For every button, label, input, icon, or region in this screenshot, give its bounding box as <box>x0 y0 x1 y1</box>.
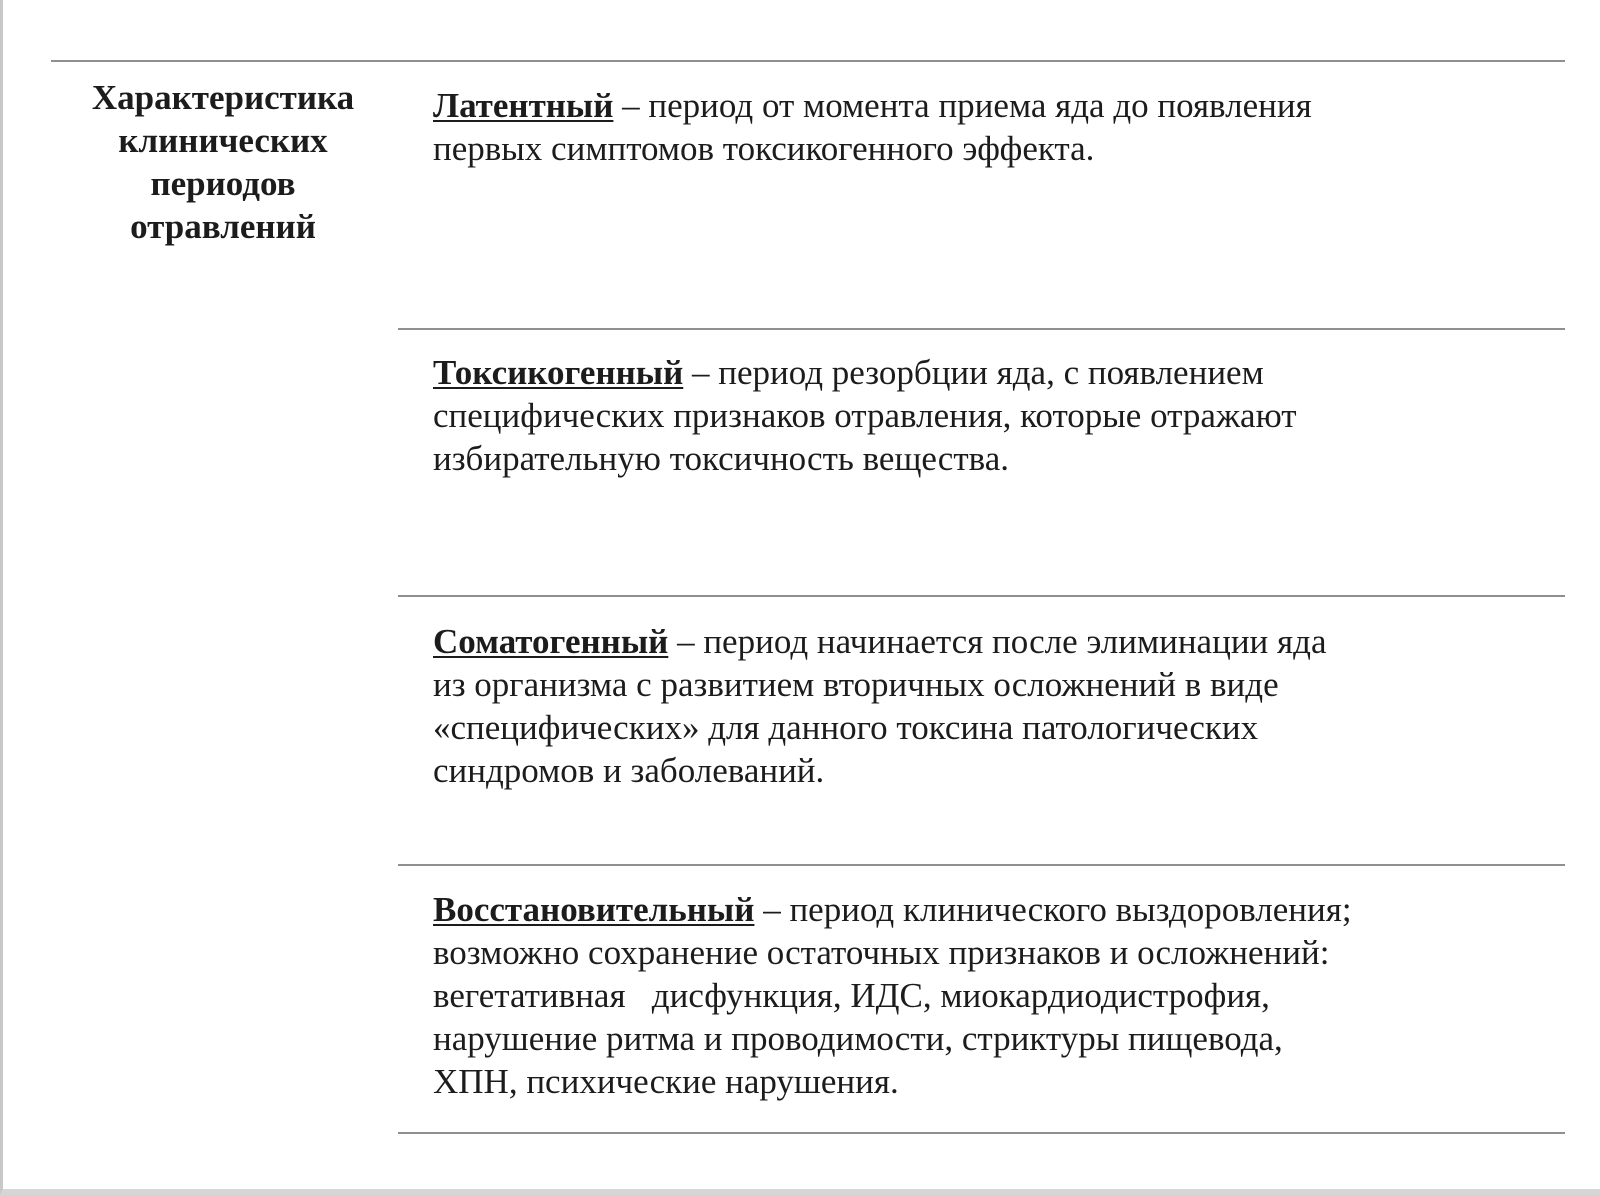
period-recovery-line-4: нарушение ритма и проводимости, стриктуры пищевода, <box>433 1019 1283 1058</box>
period-latent-term: Латентный <box>433 86 614 125</box>
period-somatogenic <box>433 620 1563 792</box>
table-row-divider-3 <box>398 864 1565 866</box>
period-toxicogenic-definition-start: – период резорбции яда, с появлением <box>683 353 1264 392</box>
period-somatogenic-line-1 <box>433 620 1563 663</box>
period-toxicogenic <box>433 351 1563 480</box>
heading-line-4: отравлений <box>130 207 316 246</box>
period-toxicogenic-line-3: избирательную токсичность вещества. <box>433 439 1009 478</box>
period-recovery-definition-start: – период клинического выздоровления; <box>754 890 1352 929</box>
table-row-divider-2 <box>398 595 1565 597</box>
table-bottom-rule <box>398 1132 1565 1134</box>
period-recovery-term: Восстановительный <box>433 890 755 929</box>
period-recovery-line-3: вегетативная дисфункция, ИДС, миокардиодистрофия, <box>433 976 1270 1015</box>
period-toxicogenic-line-2: специфических признаков отравления, которые отражают <box>433 396 1297 435</box>
table-row-divider-1 <box>398 328 1565 330</box>
period-toxicogenic-term: Токсикогенный <box>433 353 684 392</box>
heading-line-1: Характеристика <box>91 78 355 117</box>
period-latent-definition-start: – период от момента приема яда до появления <box>613 86 1312 125</box>
period-somatogenic-definition-start: – период начинается после элиминации яда <box>668 622 1327 661</box>
period-somatogenic-term: Соматогенный <box>433 622 669 661</box>
period-latent-line-1 <box>433 84 1563 127</box>
period-latent <box>433 84 1563 170</box>
period-somatogenic-line-3: «специфических» для данного токсина патологических <box>433 708 1259 747</box>
period-toxicogenic-line-1 <box>433 351 1563 394</box>
table-top-rule <box>51 60 1565 62</box>
period-somatogenic-line-4: синдромов и заболеваний. <box>433 751 825 790</box>
heading-line-3: периодов <box>150 164 296 203</box>
period-somatogenic-line-2: из организма с развитием вторичных осложнений в виде <box>433 665 1279 704</box>
table-row-heading <box>51 76 395 248</box>
period-latent-line-2: первых симптомов токсикогенного эффекта. <box>433 129 1095 168</box>
period-recovery <box>433 888 1563 1103</box>
period-recovery-line-5: ХПН, психические нарушения. <box>433 1062 899 1101</box>
period-recovery-line-1 <box>433 888 1563 931</box>
heading-line-2: клинических <box>118 121 328 160</box>
period-recovery-line-2: возможно сохранение остаточных признаков и осложнений: <box>433 933 1330 972</box>
